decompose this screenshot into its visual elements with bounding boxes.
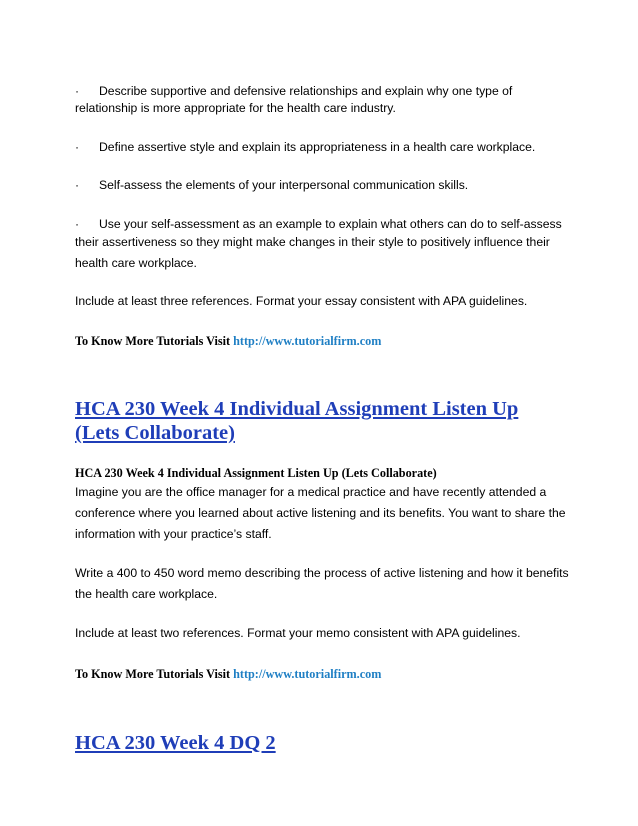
tutorial-link[interactable]: http://www.tutorialfirm.com [233, 334, 382, 348]
bullet-text-line: Define assertive style and explain its appropriateness in a health care workplace. [99, 140, 536, 154]
paragraph-line: Write a 400 to 450 word memo describing the process of active listening and how it benefits [75, 566, 569, 580]
tutorial-line [75, 333, 381, 349]
bullet-text-line: relationship is more appropriate for the health care industry. [75, 101, 396, 115]
bullet-item [75, 137, 575, 158]
bullet-symbol: · [75, 140, 80, 154]
bullet-text-line: Self-assess the elements of your interpersonal communication skills. [99, 178, 469, 192]
section-subtitle: HCA 230 Week 4 Individual Assignment Listen Up (Lets Collaborate) [75, 466, 437, 480]
bullet-text-line: Describe supportive and defensive relationships and explain why one type of [99, 84, 513, 98]
references-instruction: Include at least three references. Format your essay consistent with APA guidelines. [75, 294, 528, 308]
bullet-text-line: health care workplace. [75, 256, 197, 270]
tutorial-link[interactable]: http://www.tutorialfirm.com [233, 667, 382, 681]
bullet-item [75, 175, 575, 196]
paragraph-line: the health care workplace. [75, 587, 218, 601]
tutorial-prefix: To Know More Tutorials Visit [75, 667, 234, 681]
section-heading-line[interactable]: HCA 230 Week 4 Individual Assignment Listen Up [75, 398, 519, 420]
tutorial-line [75, 666, 381, 682]
paragraph-line: conference where you learned about active listening and its benefits. You want to share the [75, 506, 566, 520]
references-instruction: Include at least two references. Format your memo consistent with APA guidelines. [75, 626, 521, 640]
bullet-text-line: their assertiveness so they might make changes in their style to positively influence their [75, 235, 550, 249]
bullet-symbol: · [75, 84, 80, 98]
section-heading-line[interactable]: (Lets Collaborate) [75, 422, 235, 444]
paragraph-line: information with your practice’s staff. [75, 527, 272, 541]
bullet-symbol: · [75, 217, 80, 231]
paragraph-line: Imagine you are the office manager for a medical practice and have recently attended a [75, 485, 547, 499]
bullet-text-line: Use your self-assessment as an example to explain what others can do to self-assess [99, 217, 562, 231]
bullet-symbol: · [75, 178, 80, 192]
section-heading-line[interactable]: HCA 230 Week 4 DQ 2 [75, 732, 276, 754]
tutorial-prefix: To Know More Tutorials Visit [75, 334, 234, 348]
